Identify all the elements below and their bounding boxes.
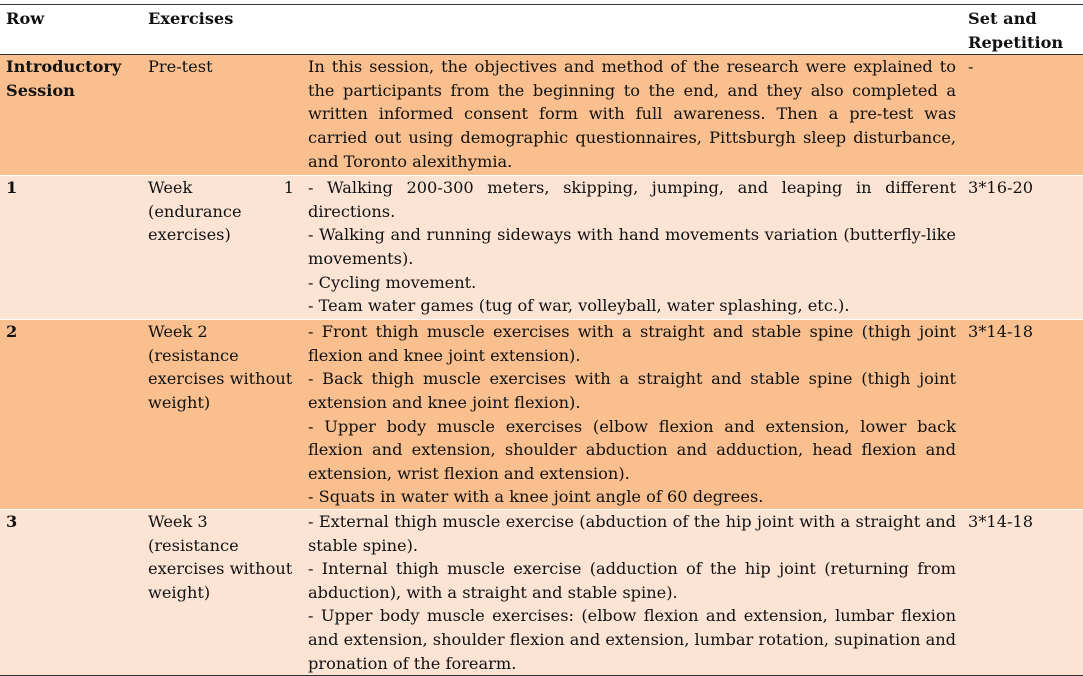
exercise-name: Week 3 (resistance exercises without weight) — [148, 511, 293, 602]
set-repetition: 3*14-18 — [968, 322, 1034, 342]
exercise-description — [302, 320, 962, 510]
description-line: - Front thigh muscle exercises with a straight and stable spine (thigh joint flexion and knee joint extension). — [308, 322, 957, 365]
header-set-repetition: Set and Repetition — [968, 9, 1064, 52]
row-label: 3 — [6, 511, 18, 531]
description-line: - Team water games (tug of war, volleyball, water splashing, etc.). — [308, 296, 850, 316]
table-row — [0, 509, 1083, 675]
exercise-name: Pre-test — [148, 57, 213, 77]
description-line: - External thigh muscle exercise (abduction of the hip joint with a straight and stable spine). — [308, 511, 957, 555]
exercise-name: Week 2 (resistance exercises without weight) — [148, 322, 293, 412]
table-header-row — [0, 5, 1083, 55]
row-label: Introductory Session — [6, 57, 122, 100]
table-row — [0, 176, 1083, 320]
description-line: In this session, the objectives and method of the research were explained to the participants from the beginning to the end, and they also completed a written informed consent form with full awareness. Then a pre-test was carried out using demographic questionnaires, Pittsburgh sleep disturbance, and Toronto alexithymia. — [308, 57, 957, 171]
description-line: - Walking and running sideways with hand movements variation (butterfly-like movements). — [308, 225, 957, 268]
set-repetition: - — [968, 57, 974, 77]
exercise-week-number: 1 — [283, 178, 294, 198]
set-repetition: 3*16-20 — [968, 178, 1034, 198]
description-line: - Internal thigh muscle exercise (adduction of the hip joint (returning from abduction), with a straight and stable spine). — [308, 559, 957, 602]
exercise-type: (endurance exercises) — [148, 201, 242, 245]
row-label: 1 — [6, 178, 18, 198]
exercise-table — [0, 4, 1083, 676]
description-line: - Squats in water with a knee joint angle of 60 degrees. — [308, 487, 764, 507]
exercise-week: Week — [148, 178, 193, 198]
description-line: - Cycling movement. — [308, 272, 477, 292]
table-row — [0, 55, 1083, 176]
header-exercises: Exercises — [148, 9, 234, 28]
description-line: - Upper body muscle exercises: (elbow flexion and extension, lumbar flexion and extension, shoulder flexion and extension, lumbar rotation, supination and pronation of the forearm. — [308, 606, 957, 673]
table-row — [0, 320, 1083, 510]
exercise-name — [142, 176, 302, 320]
set-repetition: 3*14-18 — [968, 511, 1034, 531]
header-row: Row — [6, 9, 45, 28]
exercise-description — [302, 509, 962, 675]
description-line: - Back thigh muscle exercises with a straight and stable spine (thigh joint extension and knee joint flexion). — [308, 369, 957, 412]
row-label: 2 — [6, 322, 18, 342]
description-line: - Walking 200-300 meters, skipping, jumping, and leaping in different directions. — [308, 178, 957, 221]
exercise-description — [302, 176, 962, 320]
exercise-description — [302, 55, 962, 176]
description-line: - Upper body muscle exercises (elbow flexion and extension, lower back flexion and extension, shoulder abduction and adduction, head flexion and extension, wrist flexion and extension). — [308, 416, 957, 483]
